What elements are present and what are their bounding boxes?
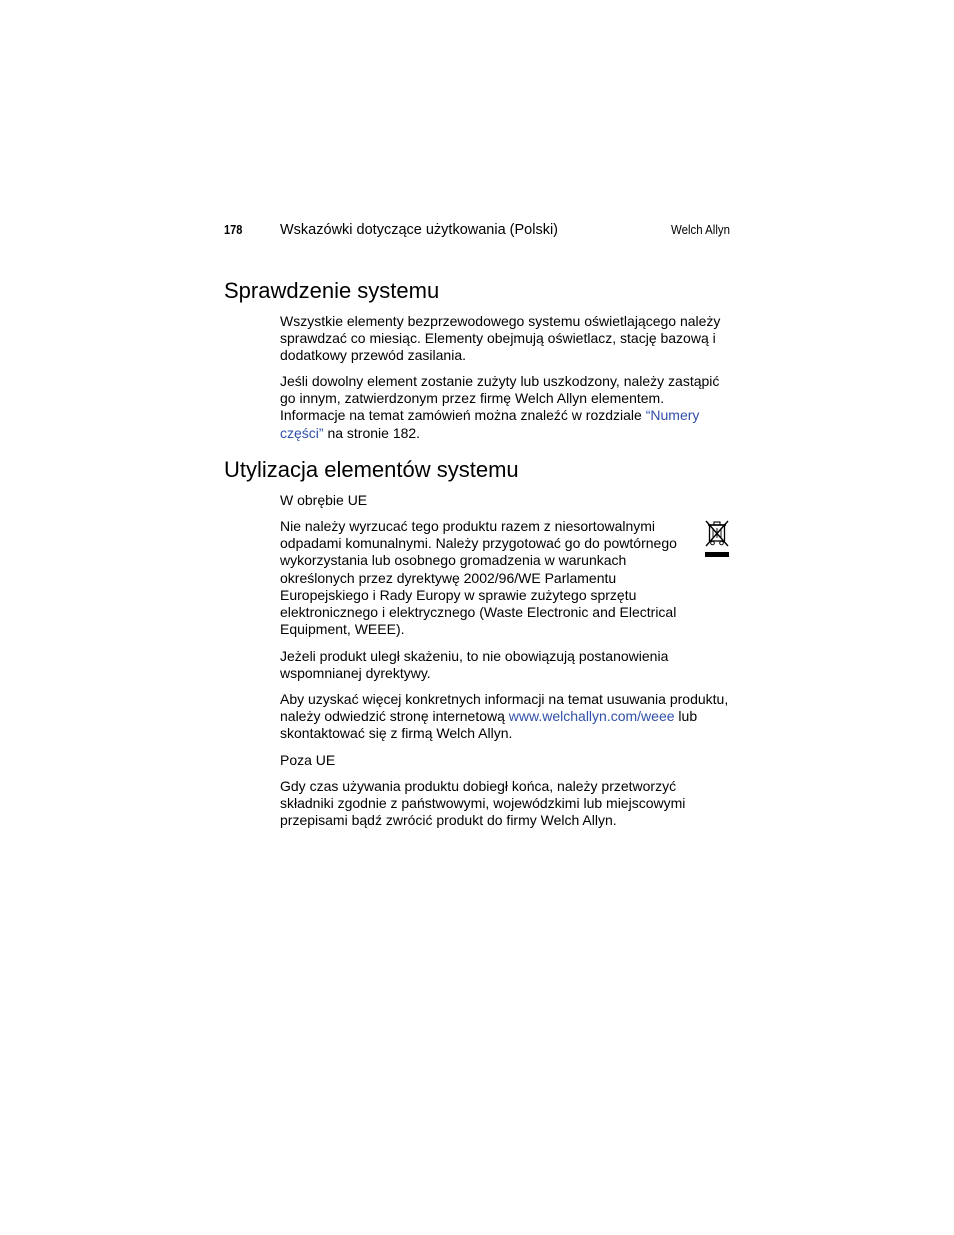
label-within-eu: W obrębie UE (280, 492, 368, 508)
brand-name: Welch Allyn (671, 222, 730, 237)
section-heading-system-check: Sprawdzenie systemu (224, 278, 440, 303)
label-outside-eu: Poza UE (280, 752, 336, 768)
paragraph-text: lub skontaktować się z firmą Welch Allyn. (280, 708, 698, 742)
paragraph-text: Aby uzyskać więcej konkretnych informacji na temat usuwania produktu, należy odwiedzić stronę internetową (280, 691, 729, 725)
page-header (224, 222, 730, 242)
paragraph-replacement (280, 373, 730, 442)
section-heading-disposal: Utylizacja elementów systemu (224, 457, 519, 482)
part-numbers-link[interactable]: “Numery części” (280, 407, 700, 441)
paragraph-monthly-check: Wszystkie elementy bezprzewodowego systemu oświetlającego należy sprawdzać co miesiąc. Elementy obejmują oświetlacz, stację bazową i dodatkowy przewód zasilania. (280, 313, 721, 364)
paragraph-end-of-life: Gdy czas używania produktu dobiegł końca, należy przetworzyć składniki zgodnie z państwowymi, wojewódzkimi lub miejscowymi przepisami bądź zwrócić produkt do firmy Welch Allyn. (280, 778, 686, 829)
paragraph-contamination: Jeżeli produkt uległ skażeniu, to nie obowiązują postanowienia wspomnianej dyrektywy. (280, 648, 669, 682)
paragraph-more-info (280, 691, 730, 743)
paragraph-weee-directive: Nie należy wyrzucać tego produktu razem z niesortowalnymi odpadami komunalnymi. Należy przygotować go do powtórnego wykorzystania lub osobnego gromadzenia w warunkach określonych przez dyrektywę 2002/96/WE Parlamentu Europejskiego i Rady Europy w sprawie zużytego sprzętu elektronicznego i elektrycznego (Waste Electronic and Electrical Equipment, WEEE). (280, 518, 677, 638)
page-number: 178 (224, 222, 243, 237)
paragraph-text: na stronie 182. (323, 424, 421, 441)
weee-website-link[interactable]: www.welchallyn.com/weee (508, 708, 675, 725)
weee-bin-icon (705, 519, 729, 559)
running-title: Wskazówki dotyczące użytkowania (Polski) (280, 222, 559, 238)
paragraph-text: Jeśli dowolny element zostanie zużyty lub uszkodzony, należy zastąpić go innym, zatwierdzonym przez firmę Welch Allyn elementem. Informacje na temat zamówień można znaleźć w rozdziale (280, 373, 720, 424)
